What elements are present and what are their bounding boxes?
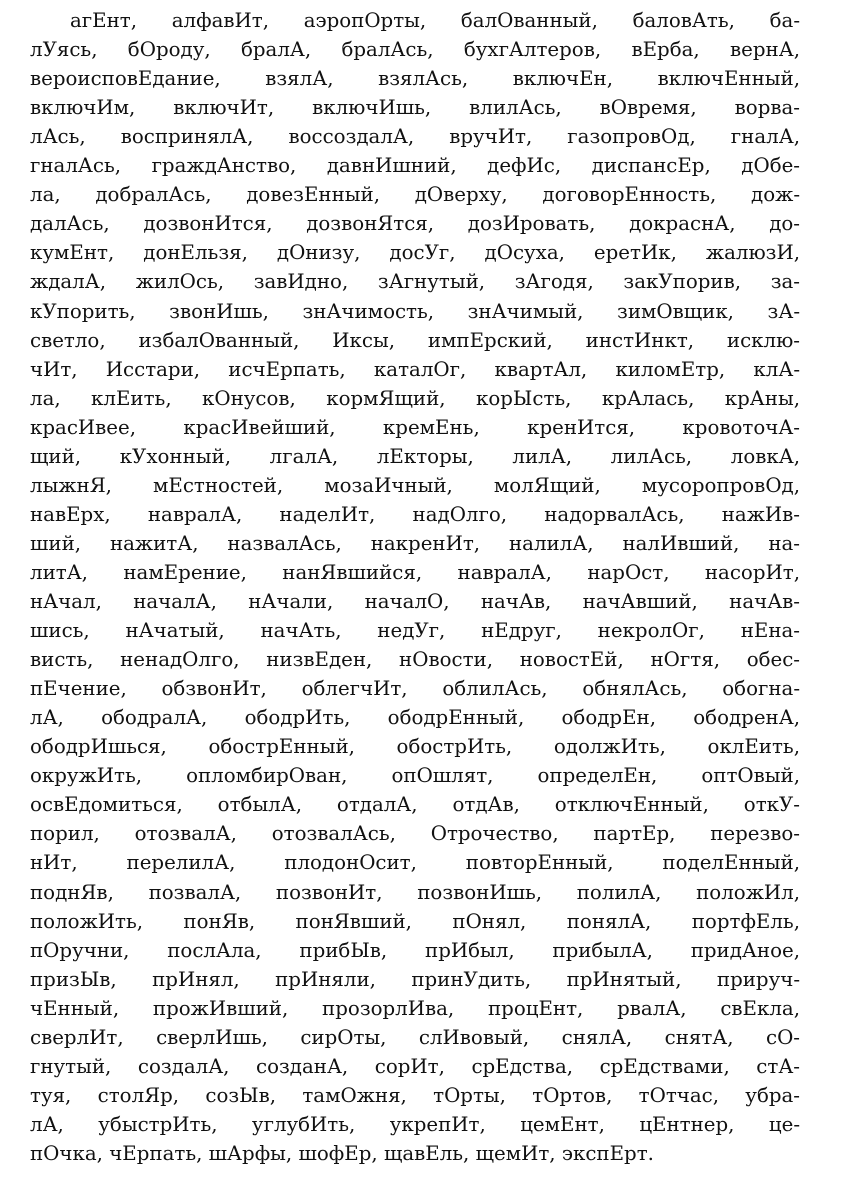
text-line: навЕрх, навралА, наделИт, надОлго, надорвалАсь, нажИв-	[30, 502, 800, 526]
text-line: лА, ободралА, ободрИть, ободрЕнный, ободрЕн, ободренА,	[30, 706, 800, 730]
text-line: положИть, понЯв, понЯвший, пОнял, понялА, портфЕль,	[30, 909, 800, 933]
text-line: призЫв, прИнял, прИняли, принУдить, прИнятый, прируч-	[30, 967, 800, 991]
text-line: висть, ненадОлго, низвЕден, нОвости, новостЕй, нОгтя, обес-	[30, 648, 800, 672]
text-line: ждалА, жилОсь, завИдно, зАгнутый, зАгодя, закУпорив, за-	[30, 270, 800, 294]
text-line: окружИть, опломбирОван, опОшлят, определЕн, оптОвый,	[30, 764, 800, 788]
text-line: пОручни, послАла, прибЫв, прИбыл, прибылА, придАное,	[30, 938, 800, 962]
text-line: литА, намЕрение, нанЯвшийся, навралА, нарОст, насорИт,	[30, 560, 800, 584]
text-line: лАсь, воспринялА, воссоздалА, вручИт, газопровОд, гналА,	[30, 125, 800, 149]
text-line: нИт, перелилА, плодонОсит, повторЕнный, поделЕнный,	[30, 851, 800, 875]
text-line: кУпорить, звонИшь, знАчимость, знАчимый, зимОвщик, зА-	[30, 299, 800, 323]
text-line: туя, столЯр, созЫв, тамОжня, тОрты, тОртов, тОтчас, убра-	[30, 1083, 800, 1107]
text-line: сверлИт, сверлИшь, сирОты, слИвовый, снялА, снятА, сО-	[30, 1025, 800, 1049]
text-line: ободрИшься, обострЕнный, обострИть, одолжИть, оклЕить,	[30, 735, 800, 759]
text-line: чИт, Исстари, исчЕрпать, каталОг, квартАл, киломЕтр, клА-	[30, 357, 800, 381]
text-line: поднЯв, позвалА, позвонИт, позвонИшь, полилА, положИл,	[30, 880, 800, 904]
text-line: лА, убыстрИть, углубИть, укрепИт, цемЕнт, цЕнтнер, це-	[30, 1112, 800, 1136]
text-line: вероисповЕдание, взялА, взялАсь, включЕн, включЕнный,	[30, 67, 800, 91]
text-line: кумЕнт, донЕльзя, дОнизу, досУг, дОсуха, еретИк, жалюзИ,	[30, 241, 800, 265]
text-line: гналАсь, граждАнство, давнИшний, дефИс, диспансЕр, дОбе-	[30, 154, 800, 178]
text-line: порил, отозвалА, отозвалАсь, Отрочество, партЕр, перезво-	[30, 822, 800, 846]
text-line: ла, добралАсь, довезЕнный, дОверху, договорЕнность, дож-	[30, 183, 800, 207]
text-line: гнутый, создалА, созданА, сорИт, срЕдства, срЕдствами, стА-	[30, 1054, 800, 1078]
text-line: лУясь, бОроду, бралА, бралАсь, бухгАлтеров, вЕрба, вернА,	[30, 38, 800, 62]
text-page	[30, 6, 800, 1186]
text-line: чЕнный, прожИвший, прозорлИва, процЕнт, рвалА, свЕкла,	[30, 996, 800, 1020]
text-line: светло, избалОванный, Иксы, импЕрский, инстИнкт, исклю-	[30, 328, 800, 352]
text-line: ший, нажитА, назвалАсь, накренИт, налилА, налИвший, на-	[30, 531, 800, 555]
text-line: включИм, включИт, включИшь, влилАсь, вОвремя, ворва-	[30, 96, 800, 120]
text-line: шись, нАчатый, начАть, недУг, нЕдруг, некролОг, нЕна-	[30, 619, 800, 643]
text-line: пЕчение, обзвонИт, облегчИт, облилАсь, обнялАсь, обогна-	[30, 677, 800, 701]
text-line: нАчал, началА, нАчали, началО, начАв, начАвший, начАв-	[30, 590, 800, 613]
text-line: далАсь, дозвонИтся, дозвонЯтся, дозИровать, докраснА, до-	[30, 212, 800, 236]
text-line: красИвее, красИвейший, кремЕнь, кренИтся, кровоточА-	[30, 415, 800, 439]
text-line: агЕнт, алфавИт, аэропОрты, балОванный, баловАть, ба-	[70, 9, 800, 32]
text-line: лыжнЯ, мЕстностей, мозаИчный, молЯщий, мусоропровОд,	[30, 473, 800, 497]
text-line: ла, клЕить, кОнусов, кормЯщий, корЫсть, крАлась, крАны,	[30, 386, 800, 410]
text-line: пОчка, чЕрпать, шАрфы, шофЕр, щавЕль, щемИт, экспЕрт.	[30, 1141, 654, 1165]
text-line: освЕдомиться, отбылА, отдалА, отдАв, отключЕнный, откУ-	[30, 793, 800, 817]
text-line: щий, кУхонный, лгалА, лЕкторы, лилА, лилАсь, ловкА,	[30, 444, 800, 468]
